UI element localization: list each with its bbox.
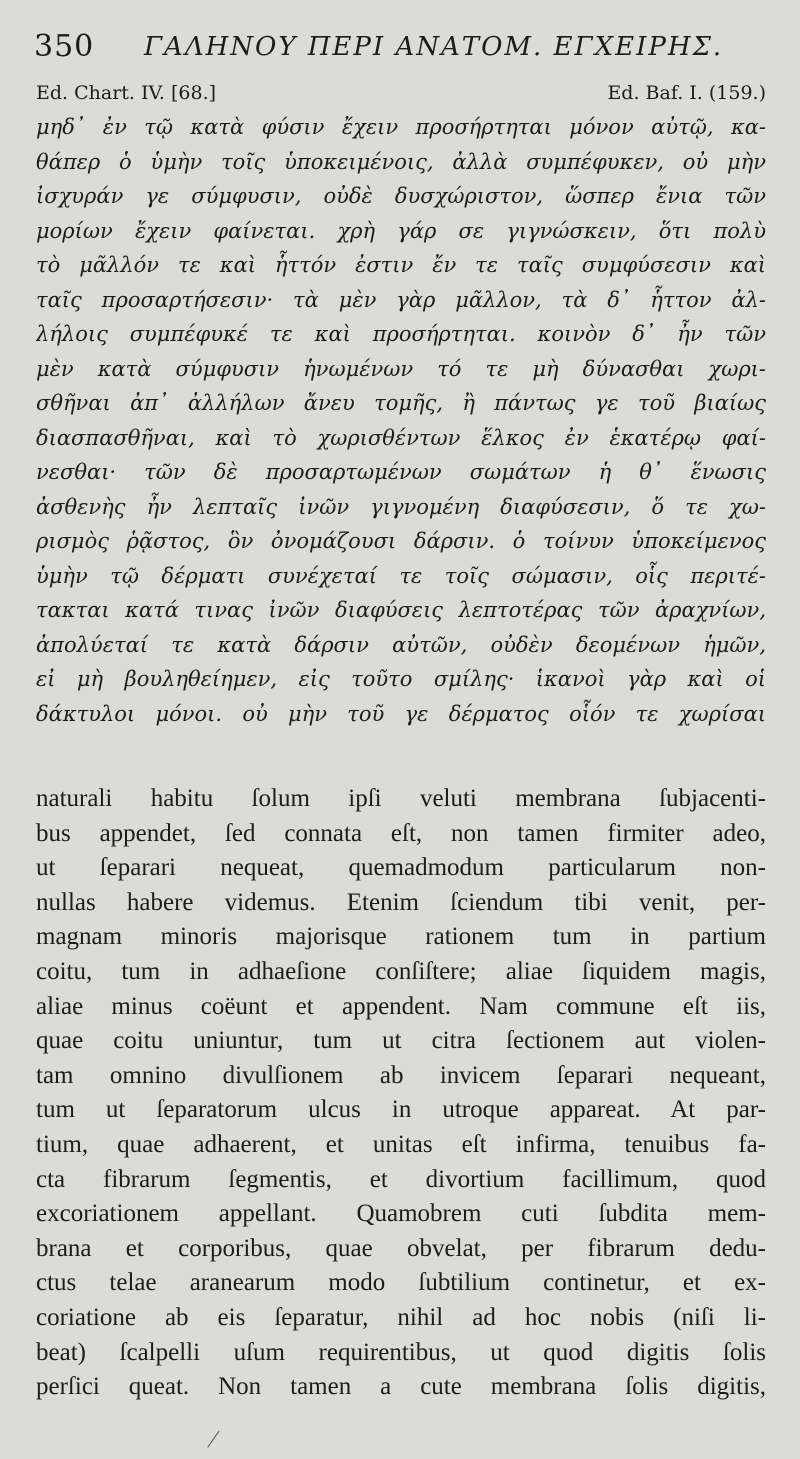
greek-text-line: ὑμὴν τῷ δέρματι συνέχεταί τε τοῖς σώμασιν, οἷς περιτέ- — [36, 563, 766, 588]
latin-text-line: naturali habitu ſolum ipſi veluti membrana ſubjacenti- — [36, 785, 766, 812]
greek-text-line: ρισμὸς ῥᾷστος, ὃν ὀνομάζουσι δάρσιν. ὁ τοίνυν ὑποκείμενος — [36, 529, 766, 553]
greek-text-line: εἰ μὴ βουληθείημεν, εἰς τοῦτο σμίλης· ἱκανοὶ γὰρ καὶ οἱ — [36, 667, 766, 691]
running-title: ΓΑΛΗΝΟΥ ΠΕΡΙ ΑΝΑΤΟΜ. ΕΓΧΕΙΡΗΣ. — [144, 32, 724, 62]
edition-right: Ed. Baf. I. (159.) — [607, 82, 766, 104]
latin-text-line: coitu, tum in adhaeſione conſiſtere; aliae ſiquidem magis, — [36, 957, 766, 985]
greek-text-line: διασπασθῆναι, καὶ τὸ χωρισθέντων ἕλκος ἐν ἑκατέρῳ φαί- — [36, 425, 766, 450]
greek-text-line: θάπερ ὁ ὑμὴν τοῖς ὑποκειμένοις, ἀλλὰ συμπέφυκεν, οὐ μὴν — [36, 149, 766, 174]
page-number: 350 — [34, 29, 95, 64]
greek-text-line: σθῆναι ἀπ᾽ ἀλλήλων ἄνευ τομῆς, ἢ πάντως γε τοῦ βιαίως — [36, 391, 766, 415]
latin-text-line: quae coitu uniuntur, tum ut citra ſectionem aut violen- — [36, 1027, 766, 1055]
latin-text-line: brana et corporibus, quae obvelat, per fibrarum dedu- — [36, 1234, 766, 1262]
greek-text-line: μὲν κατὰ σύμφυσιν ἡνωμένων τό τε μὴ δύνασθαι χωρι- — [36, 356, 766, 381]
latin-text-line: perſici queat. Non tamen a cute membrana ſolis digitis, — [36, 1373, 766, 1401]
latin-text-line: tium, quae adhaerent, et unitas eſt infirma, tenuibus fa- — [36, 1130, 766, 1158]
latin-text-line: ut ſeparari nequeat, quemadmodum particularum non- — [36, 854, 766, 882]
edition-references — [36, 80, 766, 106]
page-header — [34, 30, 774, 64]
greek-text-line: ἀσθενὴς ἦν λεπταῖς ἰνῶν γιγνομένη διαφύσεσιν, ὅ τε χω- — [36, 494, 766, 519]
greek-text-line: ἀπολύεταί τε κατὰ δάρσιν αὐτῶν, οὐδὲν δεομένων ἡμῶν, — [36, 632, 766, 657]
latin-text-line: tum ut ſeparatorum ulcus in utroque appareat. At par- — [36, 1096, 766, 1124]
latin-text-line: coriatione ab eis ſeparatur, nihil ad hoc nobis (niſi li- — [36, 1303, 766, 1331]
edition-left: Ed. Chart. IV. [68.] — [36, 82, 217, 104]
latin-text-line: bus appendet, ſed connata eſt, non tamen firmiter adeo, — [36, 819, 766, 847]
latin-text-line: excoriationem appellant. Quamobrem cuti ſubdita mem- — [36, 1200, 766, 1228]
latin-text-line: nullas habere videmus. Etenim ſciendum tibi venit, per- — [36, 888, 766, 916]
greek-text-line: νεσθαι· τῶν δὲ προσαρτωμένων σωμάτων ἡ θ᾽ ἕνωσις — [36, 460, 766, 484]
greek-text-line: λήλοις συμπέφυκέ τε καὶ προσήρτηται. κοινὸν δ᾽ ἦν τῶν — [36, 322, 766, 346]
stray-mark — [207, 1431, 227, 1454]
greek-text-block — [36, 110, 766, 731]
greek-text-line: ταῖς προσαρτήσεσιν· τὰ μὲν γὰρ μᾶλλον, τὰ δ᾽ ἧττον ἀλ- — [36, 287, 766, 312]
latin-text-line: cta fibrarum ſegmentis, et divortium facillimum, quod — [36, 1165, 766, 1193]
greek-text-line: μορίων ἔχειν φαίνεται. χρὴ γάρ σε γιγνώσκειν, ὅτι πολὺ — [36, 218, 766, 243]
greek-text-line: μηδ᾽ ἐν τῷ κατὰ φύσιν ἔχειν προσήρτηται μόνον αὐτῷ, κα- — [36, 115, 766, 139]
latin-text-line: tam omnino divulſionem ab invicem ſeparari nequeant, — [36, 1061, 766, 1089]
greek-text-line: ἰσχυράν γε σύμφυσιν, οὐδὲ δυσχώριστον, ὥσπερ ἔνια τῶν — [36, 184, 766, 208]
latin-text-line: magnam minoris majorisque rationem tum in partium — [36, 923, 766, 951]
greek-text-line: δάκτυλοι μόνοι. οὐ μὴν τοῦ γε δέρματος οἷόν τε χωρίσαι — [36, 701, 766, 726]
latin-text-line: beat) ſcalpelli uſum requirentibus, ut quod digitis ſolis — [36, 1338, 766, 1366]
greek-text-line: τὸ μᾶλλόν τε καὶ ἧττόν ἐστιν ἔν τε ταῖς συμφύσεσιν καὶ — [36, 253, 766, 277]
latin-text-line: ctus telae aranearum modo ſubtilium continetur, et ex- — [36, 1269, 766, 1297]
latin-text-block — [36, 782, 766, 1405]
greek-text-line: τακται κατά τινας ἰνῶν διαφύσεις λεπτοτέρας τῶν ἀραχνίων, — [36, 598, 766, 622]
latin-text-line: aliae minus coëunt et appendent. Nam commune eſt iis, — [36, 992, 766, 1020]
